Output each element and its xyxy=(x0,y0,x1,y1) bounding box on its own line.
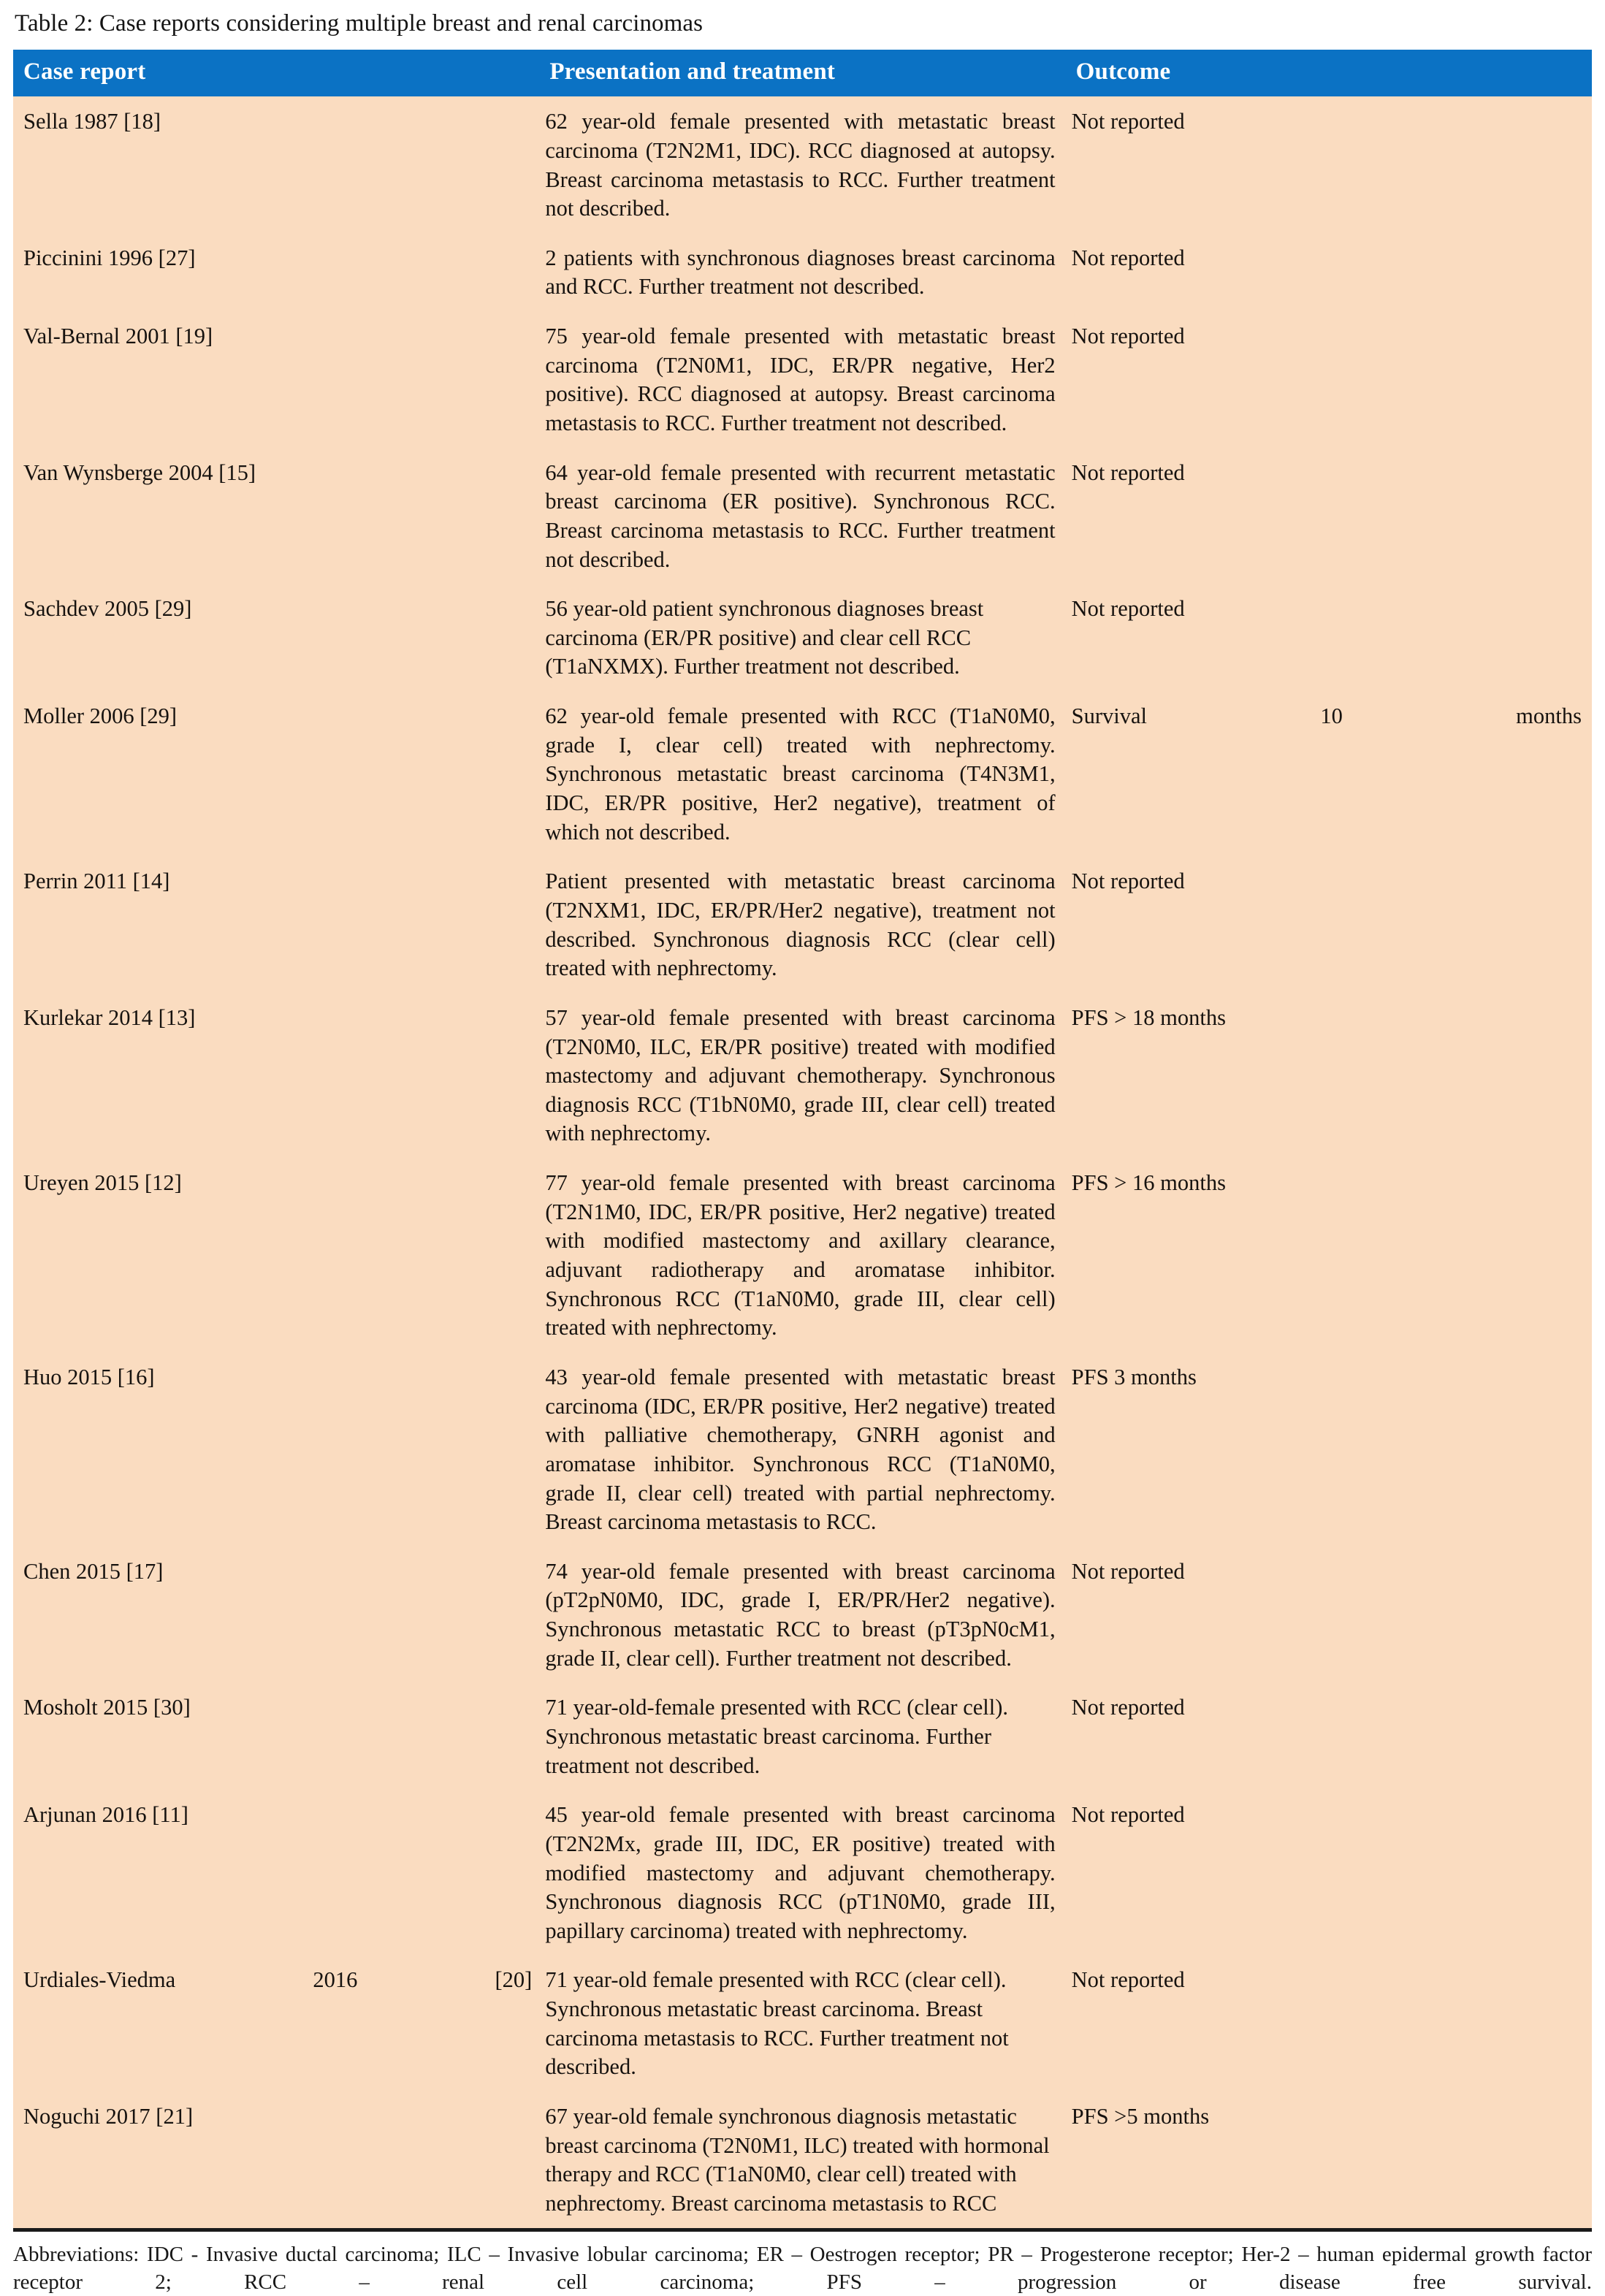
cell-presentation: 67 year-old female synchronous diagnosis metastatic breast carcinoma (T2N0M1, ILC) treated with hormonal therapy and RCC (T1aN0M0, clear cell) treated with nephrectomy. Breast carcinoma metastasis to RCC xyxy=(539,2091,1065,2228)
column-header-case-report: Case report xyxy=(13,50,539,96)
table-row xyxy=(13,856,1592,993)
cell-outcome: Not reported xyxy=(1066,856,1592,993)
cell-outcome: Not reported xyxy=(1066,1790,1592,1955)
cell-presentation: 43 year-old female presented with metastatic breast carcinoma (IDC, ER/PR positive, Her2 negative) treated with palliative chemotherapy, GNRH agonist and aromatase inhibitor. Synchronous RCC (T1aN0M0, grade II, clear cell) treated with partial nephrectomy. Breast carcinoma metastasis to RCC. xyxy=(539,1352,1065,1546)
cell-case-report: Sachdev 2005 [29] xyxy=(13,584,539,691)
cell-case-report: Arjunan 2016 [11] xyxy=(13,1790,539,1955)
cell-outcome: PFS >5 months xyxy=(1066,2091,1592,2228)
table-row xyxy=(13,1790,1592,1955)
cell-outcome: Not reported xyxy=(1066,584,1592,691)
cell-outcome: Not reported xyxy=(1066,233,1592,311)
table-row xyxy=(13,448,1592,584)
cell-presentation: 62 year-old female presented with RCC (T1aN0M0, grade I, clear cell) treated with nephrectomy. Synchronous metastatic breast carcinoma (T4N3M1, IDC, ER/PR positive, Her2 negative), treatment of which not described. xyxy=(539,691,1065,856)
cell-outcome: Not reported xyxy=(1066,1955,1592,2091)
table-row xyxy=(13,311,1592,448)
cell-presentation: 74 year-old female presented with breast carcinoma (pT2pN0M0, IDC, grade I, ER/PR/Her2 negative). Synchronous metastatic RCC to breast (pT3pN0cM1, grade II, clear cell). Further treatment not described. xyxy=(539,1546,1065,1683)
cell-outcome: PFS > 18 months xyxy=(1066,993,1592,1158)
cell-outcome: Survival 10 months xyxy=(1066,691,1592,856)
cell-outcome: Not reported xyxy=(1066,448,1592,584)
table-row xyxy=(13,1955,1592,2091)
cell-case-report: Urdiales-Viedma 2016 [20] xyxy=(13,1955,539,2091)
column-header-presentation: Presentation and treatment xyxy=(539,50,1065,96)
table-row xyxy=(13,1682,1592,1790)
case-reports-table xyxy=(13,50,1592,2227)
cell-case-report: Van Wynsberge 2004 [15] xyxy=(13,448,539,584)
table-row xyxy=(13,233,1592,311)
cell-presentation: 2 patients with synchronous diagnoses breast carcinoma and RCC. Further treatment not described. xyxy=(539,233,1065,311)
cell-outcome: Not reported xyxy=(1066,311,1592,448)
cell-case-report: Mosholt 2015 [30] xyxy=(13,1682,539,1790)
cell-outcome: Not reported xyxy=(1066,1682,1592,1790)
column-header-outcome: Outcome xyxy=(1066,50,1592,96)
cell-presentation: 57 year-old female presented with breast carcinoma (T2N0M0, ILC, ER/PR positive) treated with modified mastectomy and adjuvant chemotherapy. Synchronous diagnosis RCC (T1bN0M0, grade III, clear cell) treated with nephrectomy. xyxy=(539,993,1065,1158)
cell-presentation: 62 year-old female presented with metastatic breast carcinoma (T2N2M1, IDC). RCC diagnosed at autopsy. Breast carcinoma metastasis to RCC. Further treatment not described. xyxy=(539,96,1065,233)
table-row xyxy=(13,2091,1592,2228)
cell-presentation: Patient presented with metastatic breast carcinoma (T2NXM1, IDC, ER/PR/Her2 negative), treatment not described. Synchronous diagnosis RCC (clear cell) treated with nephrectomy. xyxy=(539,856,1065,993)
cell-outcome: PFS > 16 months xyxy=(1066,1158,1592,1352)
table-header xyxy=(13,50,1592,96)
table-body xyxy=(13,96,1592,2227)
cell-case-report: Piccinini 1996 [27] xyxy=(13,233,539,311)
cell-outcome: PFS 3 months xyxy=(1066,1352,1592,1546)
cell-case-report: Noguchi 2017 [21] xyxy=(13,2091,539,2228)
cell-case-report: Ureyen 2015 [12] xyxy=(13,1158,539,1352)
cell-presentation: 45 year-old female presented with breast carcinoma (T2N2Mx, grade III, IDC, ER positive) treated with modified mastectomy and adjuvant chemotherapy. Synchronous diagnosis RCC (pT1N0M0, grade III, papillary carcinoma) treated with nephrectomy. xyxy=(539,1790,1065,1955)
table-caption: Table 2: Case reports considering multiple breast and renal carcinomas xyxy=(15,10,704,37)
cell-case-report: Huo 2015 [16] xyxy=(13,1352,539,1546)
cell-presentation: 77 year-old female presented with breast carcinoma (T2N1M0, IDC, ER/PR positive, Her2 negative) treated with modified mastectomy and axillary clearance, adjuvant radiotherapy and aromatase inhibitor. Synchronous RCC (T1aN0M0, grade III, clear cell) treated with nephrectomy. xyxy=(539,1158,1065,1352)
cell-presentation: 56 year-old patient synchronous diagnoses breast carcinoma (ER/PR positive) and clear cell RCC (T1aNXMX). Further treatment not described. xyxy=(539,584,1065,691)
cell-outcome: Not reported xyxy=(1066,1546,1592,1683)
cell-presentation: 71 year-old female presented with RCC (clear cell). Synchronous metastatic breast carcinoma. Breast carcinoma metastasis to RCC. Further treatment not described. xyxy=(539,1955,1065,2091)
cell-presentation: 71 year-old-female presented with RCC (clear cell). Synchronous metastatic breast carcinoma. Further treatment not described. xyxy=(539,1682,1065,1790)
cell-case-report: Kurlekar 2014 [13] xyxy=(13,993,539,1158)
cell-case-report: Moller 2006 [29] xyxy=(13,691,539,856)
table-row xyxy=(13,993,1592,1158)
table-row xyxy=(13,1546,1592,1683)
cell-outcome: Not reported xyxy=(1066,96,1592,233)
cell-presentation: 64 year-old female presented with recurrent metastatic breast carcinoma (ER positive). Synchronous RCC. Breast carcinoma metastasis to RCC. Further treatment not described. xyxy=(539,448,1065,584)
cell-case-report: Sella 1987 [18] xyxy=(13,96,539,233)
cell-case-report: Val-Bernal 2001 [19] xyxy=(13,311,539,448)
table-row xyxy=(13,1158,1592,1352)
abbreviations-note: Abbreviations: IDC - Invasive ductal carcinoma; ILC – Invasive lobular carcinoma; ER – Oestrogen receptor; PR – Progesterone receptor; Her-2 – human epidermal growth factor receptor 2; RCC – renal cell carcinoma; PFS – progression or disease free survival. xyxy=(13,2242,1592,2294)
table-row xyxy=(13,1352,1592,1546)
table-row xyxy=(13,96,1592,233)
table-row xyxy=(13,691,1592,856)
header-row xyxy=(13,50,1592,96)
table-row xyxy=(13,584,1592,691)
cell-case-report: Perrin 2011 [14] xyxy=(13,856,539,993)
cell-case-report: Chen 2015 [17] xyxy=(13,1546,539,1683)
cell-presentation: 75 year-old female presented with metastatic breast carcinoma (T2N0M1, IDC, ER/PR negative, Her2 positive). RCC diagnosed at autopsy. Breast carcinoma metastasis to RCC. Further treatment not described. xyxy=(539,311,1065,448)
